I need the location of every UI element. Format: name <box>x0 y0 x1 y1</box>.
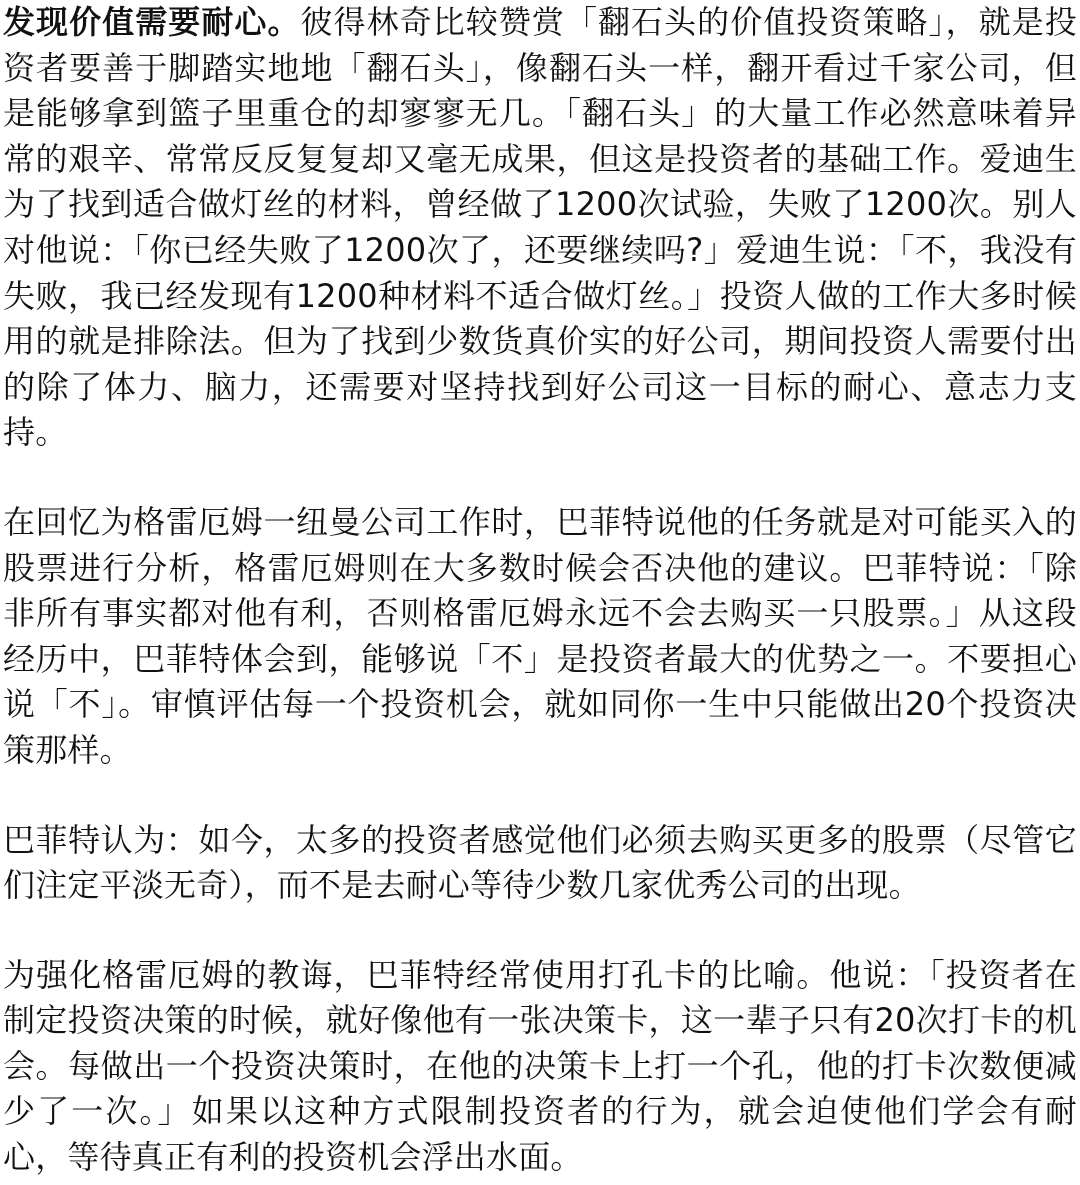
paragraph-graham-newman <box>3 500 1077 774</box>
paragraph-text: 在回忆为格雷厄姆一纽曼公司工作时，巴菲特说他的任务就是对可能买入的股票进行分析，格雷厄姆则在大多数时候会否决他的建议。巴菲特说：「除非所有事实都对他有利，否则格雷厄姆永远不会去购买一只股票。」从这段经历中，巴菲特体会到，能够说「不」是投资者最大的优势之一。不要担心说「不」。审慎评估每一个投资机会，就如同你一生中只能做出20个投资决策那样。 <box>3 502 1077 769</box>
paragraph-patience <box>3 0 1077 456</box>
paragraph-text: 为强化格雷厄姆的教诲，巴菲特经常使用打孔卡的比喻。他说：「投资者在制定投资决策的时候，就好像他有一张决策卡，这一辈子只有20次打卡的机会。每做出一个投资决策时，在他的决策卡上打一个孔，他的打卡次数便减少了一次。」如果以这种方式限制投资者的行为，就会迫使他们学会有耐心，等待真正有利的投资机会浮出水面。 <box>3 955 1077 1177</box>
article-body <box>3 0 1077 1181</box>
paragraph-text: 巴菲特认为：如今，太多的投资者感觉他们必须去购买更多的股票（尽管它们注定平淡无奇），而不是去耐心等待少数几家优秀公司的出现。 <box>3 820 1077 905</box>
paragraph-buffett-view <box>3 818 1077 909</box>
paragraph-punch-card <box>3 953 1077 1181</box>
paragraph-text: 彼得林奇比较赞赏「翻石头的价值投资策略」，就是投资者要善于脚踏实地地「翻石头」，像翻石头一样，翻开看过千家公司，但是能够拿到篮子里重仓的却寥寥无几。「翻石头」的大量工作必然意味着异常的艰辛、常常反反复复却又毫无成果，但这是投资者的基础工作。爱迪生为了找到适合做灯丝的材料，曾经做了1200次试验，失败了1200次。别人对他说：「你已经失败了1200次了，还要继续吗?」爱迪生说：「不，我没有失败，我已经发现有1200种材料不适合做灯丝。」投资人做的工作大多时候用的就是排除法。但为了找到少数货真价实的好公司，期间投资人需要付出的除了体力、脑力，还需要对坚持找到好公司这一目标的耐心、意志力支持。 <box>3 3 1077 452</box>
paragraph-lead-heading: 发现价值需要耐心。 <box>3 3 301 41</box>
